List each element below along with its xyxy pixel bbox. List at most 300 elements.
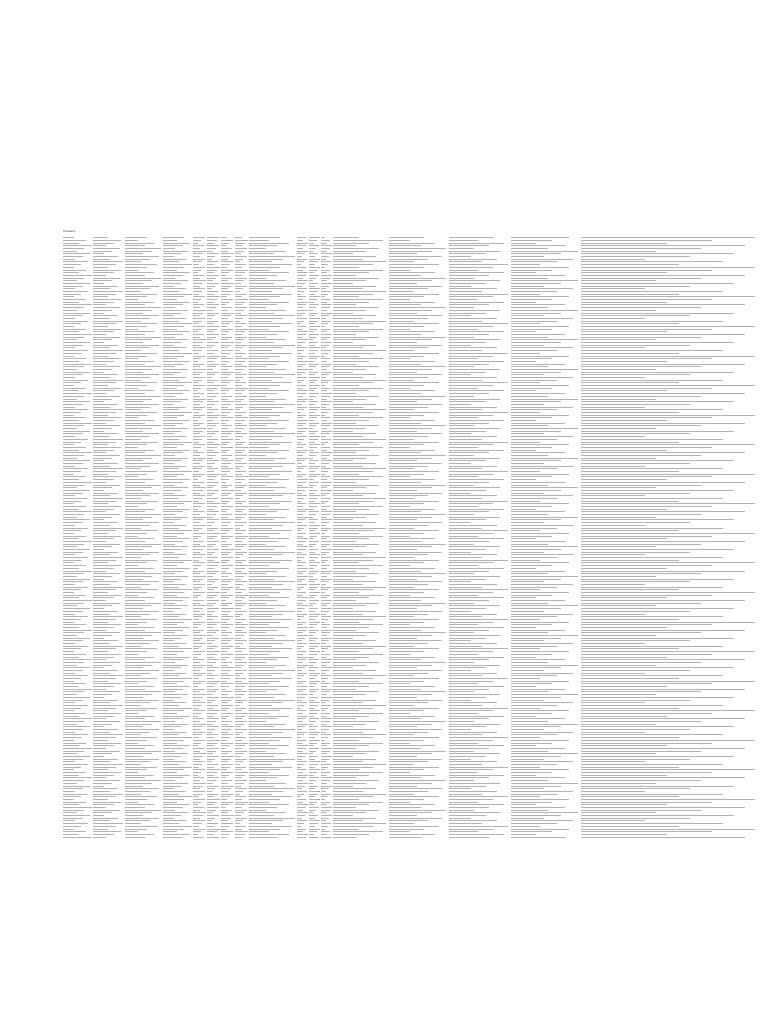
cell-text (193, 447, 201, 448)
cell-text (581, 544, 701, 545)
cell-text (309, 501, 315, 502)
cell-text (125, 466, 150, 467)
cell-text (249, 329, 269, 330)
cell-text (125, 597, 154, 598)
column-header[interactable] (249, 228, 297, 236)
cell-text (207, 605, 213, 606)
cell-text (309, 318, 320, 319)
cell-text (389, 329, 410, 330)
cell-text (93, 304, 106, 305)
cell-text (63, 272, 79, 273)
cell-text (581, 511, 745, 512)
cell-text (581, 377, 645, 378)
cell-text (309, 482, 319, 483)
cell-text (297, 506, 303, 507)
cell-text (309, 474, 320, 475)
cell-text (581, 390, 667, 391)
cell-text (389, 251, 432, 252)
cell-text (93, 474, 108, 475)
column-header[interactable] (163, 228, 193, 236)
cell-text (321, 313, 332, 314)
cell-text (235, 374, 247, 375)
cell-text (449, 299, 478, 300)
cell-text (249, 347, 283, 348)
cell-text (63, 554, 75, 555)
cell-text (511, 382, 540, 383)
cell-text (221, 603, 232, 604)
cell-text (125, 291, 141, 292)
cell-text (297, 471, 301, 472)
cell-text (511, 291, 557, 292)
cell-text (221, 256, 231, 257)
cell-text (63, 243, 79, 244)
cell-text (321, 331, 327, 332)
cell-text (321, 514, 330, 515)
cell-text (249, 581, 295, 582)
cell-text (389, 275, 421, 276)
cell-text (333, 560, 373, 561)
cell-text (389, 490, 417, 491)
cell-text (93, 307, 120, 308)
cell-text (309, 509, 314, 510)
cell-text (449, 455, 474, 456)
cell-text (321, 267, 325, 268)
cell-text (321, 474, 325, 475)
cell-text (207, 243, 214, 244)
cell-text (221, 444, 227, 445)
cell-text (221, 294, 230, 295)
cell-text (581, 431, 734, 432)
cell-text (193, 608, 203, 609)
cell-text (63, 267, 74, 268)
cell-text (297, 361, 308, 362)
cell-text (193, 506, 201, 507)
cell-text (297, 353, 301, 354)
cell-text (297, 584, 307, 585)
cell-text (221, 401, 234, 402)
cell-text (249, 299, 269, 300)
cell-text (321, 573, 330, 574)
cell-text (581, 498, 723, 499)
column-header[interactable] (207, 228, 221, 236)
cell-text (221, 463, 231, 464)
cell-text (125, 283, 143, 284)
column-header[interactable] (297, 228, 309, 236)
cell-text (389, 240, 410, 241)
cell-text (309, 243, 314, 244)
cell-text (125, 479, 154, 480)
cell-text (309, 495, 320, 496)
cell-text (193, 581, 200, 582)
cell-text (249, 366, 266, 367)
cell-text (207, 589, 214, 590)
cell-text (333, 267, 359, 268)
cell-text (321, 385, 325, 386)
cell-text (207, 275, 219, 276)
cell-text (125, 380, 141, 381)
cell-text (449, 525, 497, 526)
cell-text (321, 485, 330, 486)
column-header[interactable] (333, 228, 389, 236)
cell-text (125, 393, 145, 394)
cell-text (207, 361, 214, 362)
cell-text (297, 423, 306, 424)
column-header[interactable] (321, 228, 333, 236)
cell-text (249, 264, 292, 265)
column-header[interactable] (511, 228, 581, 236)
cell-text (511, 501, 540, 502)
cell-text (207, 337, 216, 338)
cell-text (297, 447, 303, 448)
cell-text (235, 576, 244, 577)
cell-text (125, 409, 141, 410)
cell-text (235, 584, 243, 585)
cell-text (321, 358, 330, 359)
cell-text (193, 517, 206, 518)
cell-text (221, 498, 233, 499)
cell-text (389, 409, 414, 410)
cell-text (193, 382, 199, 383)
cell-text (321, 589, 328, 590)
cell-text (193, 388, 201, 389)
cell-text (235, 423, 242, 424)
cell-text (221, 571, 226, 572)
cell-text (389, 460, 417, 461)
cell-text (235, 614, 243, 615)
cell-text (297, 525, 307, 526)
cell-text (193, 361, 198, 362)
cell-text (449, 487, 500, 488)
cell-text (581, 399, 656, 400)
cell-text (63, 589, 81, 590)
cell-text (93, 288, 110, 289)
cell-text (207, 522, 215, 523)
cell-text (163, 517, 188, 518)
cell-text (235, 302, 245, 303)
cell-text (333, 433, 376, 434)
cell-text (63, 436, 75, 437)
cell-text (449, 310, 500, 311)
cell-text (93, 275, 106, 276)
cell-text (297, 565, 303, 566)
cell-text (389, 485, 446, 486)
cell-text (449, 374, 471, 375)
cell-text (449, 399, 500, 400)
cell-text (207, 313, 219, 314)
cell-text (93, 463, 118, 464)
cell-text (163, 536, 177, 537)
cell-text (235, 466, 243, 467)
cell-text (93, 522, 118, 523)
cell-text (221, 364, 226, 365)
cell-text (221, 393, 226, 394)
cell-text (449, 253, 486, 254)
cell-text (93, 264, 116, 265)
cell-text (235, 353, 246, 354)
cell-text (207, 538, 214, 539)
cell-text (511, 592, 569, 593)
cell-text (581, 560, 679, 561)
cell-text (221, 278, 232, 279)
cell-text (235, 272, 245, 273)
cell-text (163, 283, 181, 284)
cell-text (125, 608, 143, 609)
cell-text (193, 487, 206, 488)
cell-text (333, 302, 369, 303)
cell-text (207, 288, 212, 289)
cell-text (249, 304, 277, 305)
cell-text (333, 568, 369, 569)
column-header[interactable] (309, 228, 321, 236)
cell-text (221, 385, 227, 386)
cell-text (125, 318, 150, 319)
cell-text (249, 476, 269, 477)
cell-text (249, 616, 272, 617)
cell-text (333, 299, 383, 300)
cell-text (125, 275, 145, 276)
cell-text (309, 608, 318, 609)
cell-text (207, 552, 215, 553)
cell-text (163, 614, 186, 615)
cell-text (389, 511, 421, 512)
cell-text (63, 455, 84, 456)
cell-text (581, 267, 755, 268)
cell-text (321, 511, 332, 512)
cell-text (389, 495, 428, 496)
cell-text (333, 396, 379, 397)
cell-text (193, 369, 206, 370)
cell-text (93, 581, 118, 582)
column-header[interactable] (389, 228, 449, 236)
cell-text (249, 364, 277, 365)
cell-text (321, 525, 326, 526)
cell-text (333, 485, 379, 486)
cell-text (93, 261, 123, 262)
cell-text (321, 450, 327, 451)
cell-text (321, 288, 326, 289)
cell-text (163, 605, 188, 606)
cell-text (297, 576, 308, 577)
cell-text (249, 425, 266, 426)
cell-text (63, 433, 83, 434)
cell-text (389, 573, 446, 574)
cell-text (389, 339, 432, 340)
cell-text (449, 291, 482, 292)
column-header[interactable] (93, 228, 125, 236)
cell-text (221, 390, 229, 391)
cell-text (193, 544, 200, 545)
cell-text (207, 393, 219, 394)
cell-text (511, 576, 578, 577)
cell-text (235, 571, 242, 572)
cell-text (511, 495, 573, 496)
cell-text (63, 302, 79, 303)
cell-text (581, 270, 712, 271)
cell-text (389, 243, 435, 244)
cell-text (297, 369, 308, 370)
cell-text (581, 318, 645, 319)
cell-text (297, 248, 303, 249)
cell-text (193, 571, 204, 572)
cell-text (63, 412, 81, 413)
cell-text (93, 428, 112, 429)
cell-text (221, 283, 234, 284)
cell-text (93, 272, 114, 273)
cell-text (249, 380, 272, 381)
cell-text (93, 407, 110, 408)
cell-text (249, 490, 274, 491)
cell-text (449, 407, 497, 408)
cell-text (221, 245, 226, 246)
cell-text (321, 444, 325, 445)
cell-text (333, 259, 363, 260)
cell-text (297, 536, 303, 537)
cell-text (235, 415, 242, 416)
cell-text (449, 270, 478, 271)
cell-text (207, 264, 214, 265)
cell-text (297, 468, 304, 469)
column-header[interactable] (125, 228, 163, 236)
cell-text (449, 603, 474, 604)
cell-text (63, 251, 77, 252)
cell-text (93, 356, 108, 357)
cell-text (207, 323, 214, 324)
cell-text (249, 350, 272, 351)
cell-text (389, 479, 435, 480)
cell-text (511, 374, 544, 375)
cell-text (93, 436, 110, 437)
cell-text (235, 329, 248, 330)
cell-text (389, 436, 428, 437)
cell-text (333, 315, 376, 316)
cell-text (297, 253, 305, 254)
cell-text (221, 264, 230, 265)
cell-text (93, 364, 106, 365)
cell-text (297, 420, 308, 421)
cell-text (249, 522, 295, 523)
cell-text (207, 458, 213, 459)
cell-text (235, 334, 242, 335)
cell-text (511, 294, 540, 295)
cell-text (63, 237, 74, 238)
cell-text (249, 385, 280, 386)
column-header[interactable] (193, 228, 207, 236)
cell-text (221, 611, 231, 612)
cell-text (321, 353, 328, 354)
cell-text (93, 568, 114, 569)
cell-text (221, 605, 228, 606)
cell-text (125, 337, 161, 338)
cell-text (63, 538, 79, 539)
cell-text (193, 240, 201, 241)
cell-text (511, 407, 573, 408)
cell-text (389, 517, 432, 518)
cell-text (235, 589, 246, 590)
cell-text (221, 608, 234, 609)
cell-text (249, 471, 292, 472)
cell-text (449, 280, 500, 281)
cell-text (333, 544, 379, 545)
cell-text (297, 517, 308, 518)
cell-text (321, 315, 329, 316)
cell-text (221, 562, 227, 563)
cell-text (511, 468, 557, 469)
cell-text (333, 482, 356, 483)
cell-text (321, 447, 330, 448)
cell-text (221, 358, 233, 359)
cell-text (125, 592, 147, 593)
cell-text (309, 342, 318, 343)
cell-text (221, 501, 230, 502)
cell-text (63, 366, 84, 367)
cell-text (125, 519, 143, 520)
cell-text (449, 369, 500, 370)
cell-text (249, 261, 272, 262)
cell-text (511, 557, 557, 558)
cell-text (389, 286, 442, 287)
cell-text (511, 280, 578, 281)
cell-text (309, 259, 320, 260)
cell-text (235, 278, 247, 279)
cell-text (249, 251, 286, 252)
cell-text (249, 549, 274, 550)
cell-text (321, 603, 330, 604)
cell-text (333, 353, 373, 354)
cell-text (221, 592, 227, 593)
cell-text (389, 431, 417, 432)
cell-text (309, 240, 317, 241)
cell-text (297, 490, 305, 491)
column-header[interactable]: Timestamp (63, 230, 76, 233)
cell-text (321, 546, 327, 547)
cell-text (297, 482, 306, 483)
cell-text (581, 388, 712, 389)
column-header[interactable] (449, 228, 511, 236)
cell-text (193, 541, 204, 542)
cell-text (449, 552, 471, 553)
cell-text (93, 423, 106, 424)
cell-text (249, 600, 277, 601)
cell-text (449, 321, 482, 322)
cell-text (125, 538, 154, 539)
cell-text (511, 412, 540, 413)
cell-text (235, 366, 247, 367)
cell-text (309, 503, 320, 504)
column-header[interactable] (235, 228, 249, 236)
cell-text (249, 382, 292, 383)
cell-text (193, 267, 205, 268)
cell-text (321, 560, 328, 561)
cell-text (207, 237, 220, 238)
cell-text (321, 557, 331, 558)
cell-text (193, 315, 200, 316)
cell-text (221, 369, 228, 370)
cell-text (63, 270, 86, 271)
cell-text (163, 369, 188, 370)
cell-text (235, 291, 240, 292)
cell-text (125, 549, 143, 550)
cell-text (163, 323, 192, 324)
cell-text (93, 393, 106, 394)
cell-text (581, 342, 734, 343)
cell-text (321, 490, 332, 491)
cell-text (193, 592, 205, 593)
cell-text (221, 490, 234, 491)
column-header[interactable] (581, 228, 755, 236)
cell-text (235, 339, 244, 340)
column-header[interactable] (221, 228, 235, 236)
cell-text (297, 554, 307, 555)
